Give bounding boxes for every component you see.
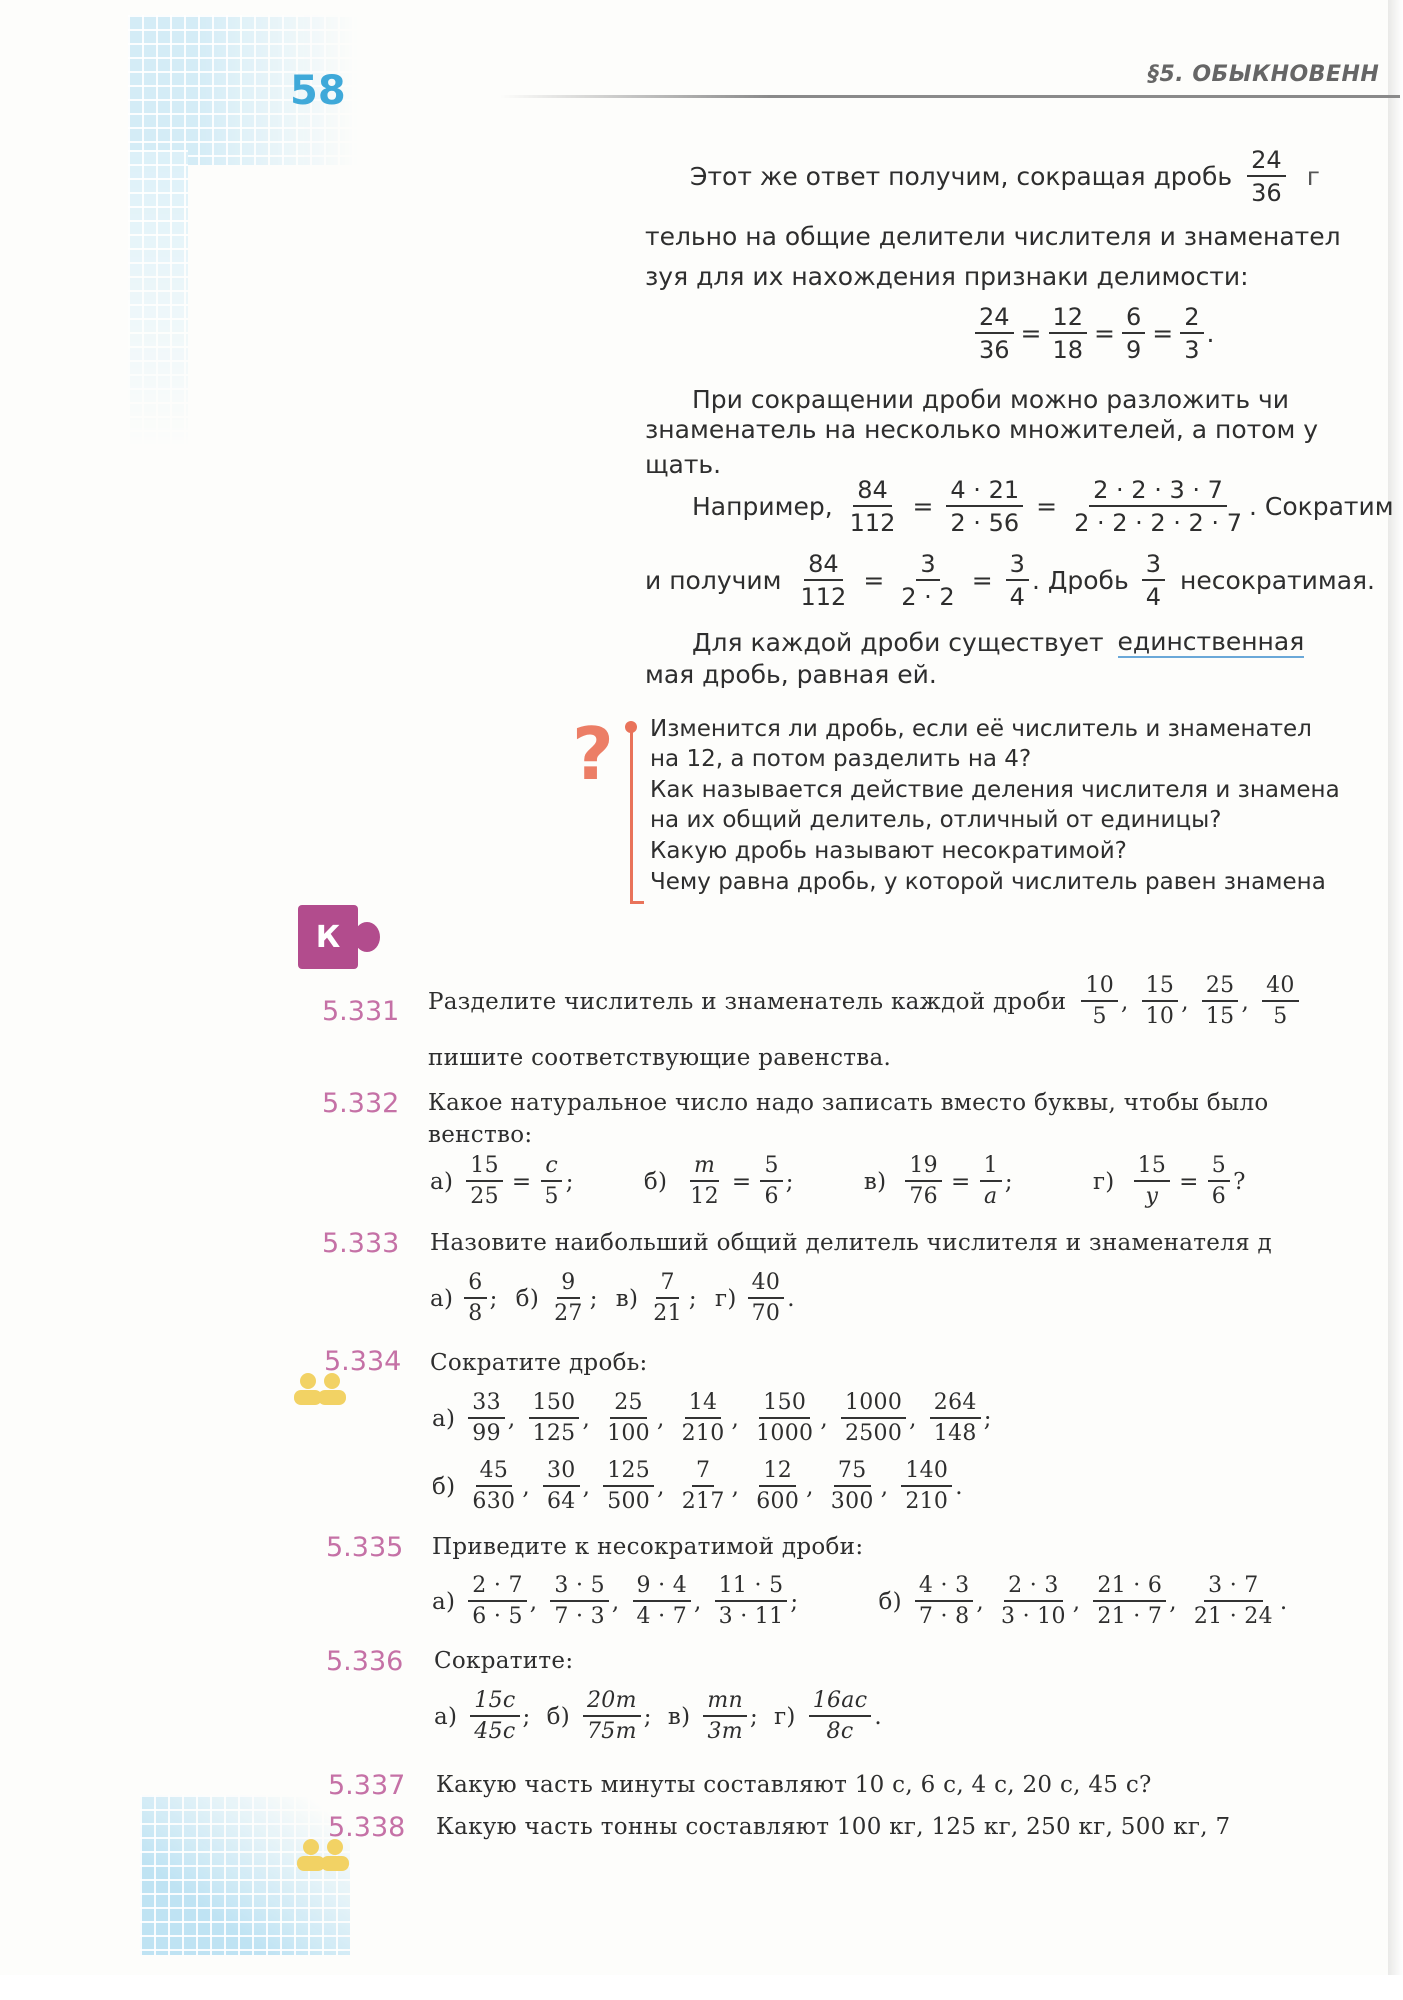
exercise-5332-line-2: венство: bbox=[428, 1122, 533, 1148]
pair-work-icon-2 bbox=[293, 1838, 355, 1872]
header-rule bbox=[500, 95, 1400, 98]
theory-example-line: Например, $\frac{84}{112}$ = $\frac{4 \cdot 21}{2 \cdot 56}$ = $\frac{2 \cdot 2 \cdot 3 \cdot 7}{2 \cdot 2 \cdot 2 \cdot 2 \cdot 7}$ . Сократим bbox=[692, 476, 1394, 537]
exercise-number-5337: 5.337 bbox=[328, 1770, 406, 1801]
theory-line-6: щать. bbox=[645, 450, 722, 479]
theory-line-5: знаменатель на несколько множителей, а потом у bbox=[645, 415, 1319, 444]
k-badge-icon: К bbox=[298, 905, 358, 969]
question-line-5: Какую дробь называют несократимой? bbox=[650, 838, 1127, 864]
pair-work-icon bbox=[290, 1372, 352, 1406]
exercise-5336-items: а) $\frac{15c}{45c}$ ; б) $\frac{20m}{75m}$ ; в) $\frac{mn}{3m}$ ; г) $\frac{16ac}{8c}$ . bbox=[434, 1688, 882, 1744]
theory-line-8: мая дробь, равная ей. bbox=[645, 660, 937, 689]
term-unique-link[interactable]: единственная bbox=[1117, 627, 1305, 656]
page-number: 58 bbox=[290, 68, 346, 114]
question-line-2: на 12, а потом разделить на 4? bbox=[650, 746, 1032, 772]
exercise-number-5333: 5.333 bbox=[322, 1228, 400, 1259]
exercise-5334-line-1: Сократите дробь: bbox=[430, 1350, 648, 1376]
exercise-5335-line-1: Приведите к несократимой дроби: bbox=[432, 1534, 864, 1560]
exercise-number-5338: 5.338 bbox=[328, 1812, 406, 1843]
exercise-5332-items: а) $\frac{15}{25}$ = $\frac{c}{5}$ ; б) $\frac{m}{12}$ = $\frac{5}{6}$ ; в) $\frac{19}{76}$ = $\frac{1}{a}$ ; г) $\frac{15}{y}$ = $\frac{5}{6}$ ? bbox=[430, 1153, 1246, 1209]
question-line-1: Изменится ли дробь, если её числитель и знаменател bbox=[650, 716, 1312, 742]
exercise-5333-line-1: Назовите наибольший общий делитель числителя и знаменателя д bbox=[430, 1230, 1273, 1256]
fraction-24-36: $\frac{24}{36}$ bbox=[1247, 148, 1286, 205]
exercise-5334-row-a: а) $\frac{33}{99}$ , $\frac{150}{125}$ , $\frac{25}{100}$ , $\frac{14}{210}$ , $\frac{150}{1000}$ , $\frac{1000}{2500}$ , $\frac{264}{148}$ ; bbox=[432, 1390, 992, 1446]
k-badge-tab bbox=[354, 922, 380, 952]
page-edge-shadow bbox=[1388, 0, 1403, 2000]
exercise-5336-line-1: Сократите: bbox=[434, 1648, 574, 1674]
exercise-number-5336: 5.336 bbox=[326, 1646, 404, 1677]
theory-line-4: При сокращении дроби можно разложить чи bbox=[692, 385, 1290, 414]
exercise-5338-line-1: Какую часть тонны составляют 100 кг, 125 кг, 250 кг, 500 кг, 7 bbox=[436, 1814, 1231, 1840]
theory-line-3: зуя для их нахождения признаки делимости: bbox=[645, 262, 1249, 291]
exercise-number-5334: 5.334 bbox=[324, 1346, 402, 1377]
exercise-5331-line-1: Разделите числитель и знаменатель каждой дроби $\frac{10}{5}$ , $\frac{15}{10}$ , $\frac{25}{15}$ , $\frac{40}{5}$ bbox=[428, 975, 1302, 1028]
question-line-4: на их общий делитель, отличный от единицы? bbox=[650, 807, 1222, 833]
exercise-number-5335: 5.335 bbox=[326, 1532, 404, 1563]
exercise-5334-row-b: б) $\frac{45}{630}$ , $\frac{30}{64}$ , $\frac{125}{500}$ , $\frac{7}{217}$ , $\frac{12}{600}$ , $\frac{75}{300}$ , $\frac{140}{210}$ . bbox=[432, 1458, 963, 1514]
question-line-3: Как называется действие деления числителя и знамена bbox=[650, 777, 1340, 803]
formula-24-36-reduction: $\frac{24}{36}$ = $\frac{12}{18}$ = $\frac{6}{9}$ = $\frac{2}{3}$ . bbox=[972, 305, 1214, 362]
theory-line-2: тельно на общие делители числителя и знаменател bbox=[645, 222, 1341, 251]
exercise-5333-items: а) $\frac{6}{8}$ ; б) $\frac{9}{27}$ ; в) $\frac{7}{21}$ ; г) $\frac{40}{70}$ . bbox=[430, 1270, 795, 1326]
decorative-grid-left bbox=[128, 150, 188, 450]
exercise-5331-line-2: пишите соответствующие равенства. bbox=[428, 1045, 892, 1071]
exercise-5332-line-1: Какое натуральное число надо записать вместо буквы, чтобы было bbox=[428, 1090, 1269, 1116]
section-title: §5. ОБЫКНОВЕНН bbox=[1148, 62, 1380, 87]
exercise-number-5332: 5.332 bbox=[322, 1088, 400, 1119]
question-line-6: Чему равна дробь, у которой числитель равен знамена bbox=[650, 869, 1326, 895]
question-bracket bbox=[630, 727, 644, 904]
theory-line-1: Этот же ответ получим, сокращая дробь $\frac{24}{36}$ г bbox=[690, 146, 1320, 207]
exercise-5335-items: а) $\frac{2 \cdot 7}{6 \cdot 5}$ , $\frac{3 \cdot 5}{7 \cdot 3}$ , $\frac{9 \cdot 4}{4 \cdot 7}$ , $\frac{11 \cdot 5}{3 \cdot 11}$ ; б) $\frac{4 \cdot 3}{7 \cdot 8}$ , $\frac{2 \cdot 3}{3 \cdot 10}$ , $\frac{21 \cdot 6}{21 \cdot 7}$ , $\frac{3 \cdot 7}{21 \cdot 24}$ . bbox=[432, 1573, 1288, 1629]
exercise-5337-line-1: Какую часть минуты составляют 10 с, 6 с, 4 с, 20 с, 45 с? bbox=[436, 1772, 1152, 1798]
theory-line-7: Для каждой дроби существует единственная bbox=[692, 627, 1305, 657]
page-bottom-margin bbox=[0, 1975, 1403, 2000]
decorative-grid-bottom bbox=[140, 1795, 350, 1955]
theory-result-line: и получим $\frac{84}{112}$ = $\frac{3}{2 \cdot 2}$ = $\frac{3}{4}$ . Дробь $\frac{3}{4}$ несократимая. bbox=[645, 550, 1376, 611]
exercise-number-5331: 5.331 bbox=[322, 996, 400, 1027]
question-mark-icon: ? bbox=[572, 712, 614, 796]
